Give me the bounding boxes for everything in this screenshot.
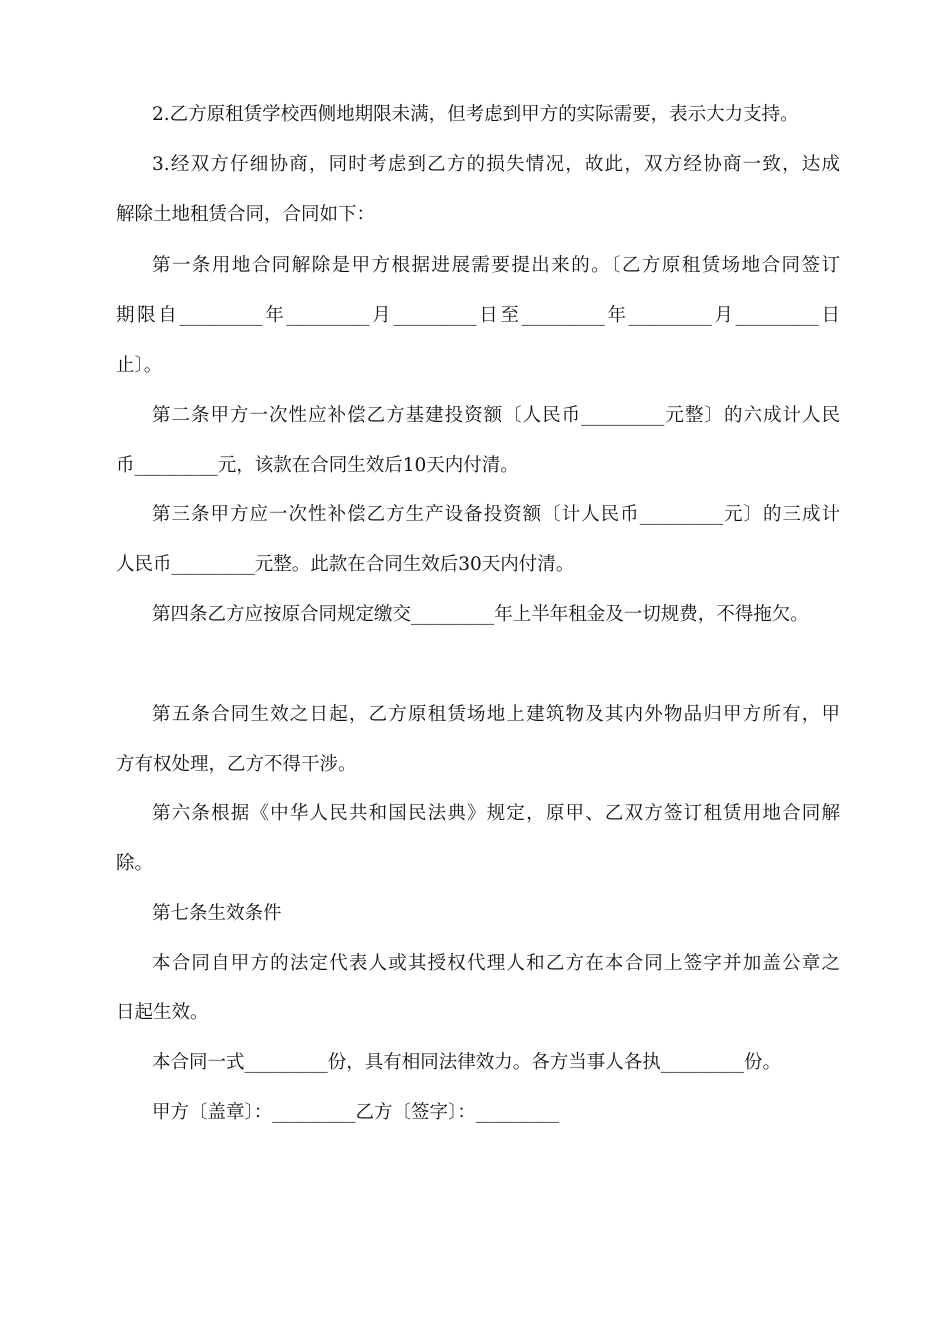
- text-line: 第七条生效条件: [152, 903, 282, 924]
- text-line: 本合同一式_________份，具有相同法律效力。各方当事人各执_________份。: [152, 1052, 782, 1073]
- text-line: 第三条甲方应一次性补偿乙方生产设备投资额〔计人民币_________元〕的三成计: [152, 504, 840, 525]
- text-line: 2.乙方原租赁学校西侧地期限未满，但考虑到甲方的实际需要，表示大力支持。: [152, 104, 799, 125]
- text-line: 币_________元，该款在合同生效后10天内付清。: [116, 455, 519, 476]
- text-line: 方有权处理，乙方不得干涉。: [116, 754, 357, 775]
- text-line: 第一条用地合同解除是甲方根据进展需要提出来的。〔乙方原租赁场地合同签订: [152, 255, 840, 276]
- text-line: 第二条甲方一次性应补偿乙方基建投资额〔人民币_________元整〕的六成计人民: [152, 405, 840, 426]
- text-line: 3.经双方仔细协商，同时考虑到乙方的损失情况，故此，双方经协商一致，达成: [152, 154, 840, 175]
- text-line: 第四条乙方应按原合同规定缴交_________年上半年租金及一切规费，不得拖欠。: [152, 604, 809, 625]
- text-line: 人民币_________元整。此款在合同生效后30天内付清。: [116, 554, 575, 575]
- text-line: 本合同自甲方的法定代表人或其授权代理人和乙方在本合同上签字并加盖公章之: [152, 953, 840, 974]
- text-line: 解除土地租赁合同，合同如下：: [116, 204, 376, 225]
- text-line: 除。: [116, 853, 154, 874]
- text-line: 第六条根据《中华人民共和国民法典》规定，原甲、乙双方签订租赁用地合同解: [152, 803, 840, 824]
- text-line: 止〕。: [116, 355, 163, 376]
- text-line: 期限自_________年_________月_________日至_________年_________月_________日: [116, 305, 840, 326]
- text-line: 日起生效。: [116, 1002, 209, 1023]
- text-line: 甲方〔盖章〕：_________乙方〔签字〕：_________: [152, 1102, 560, 1123]
- text-line: 第五条合同生效之日起，乙方原租赁场地上建筑物及其内外物品归甲方所有，甲: [152, 704, 840, 725]
